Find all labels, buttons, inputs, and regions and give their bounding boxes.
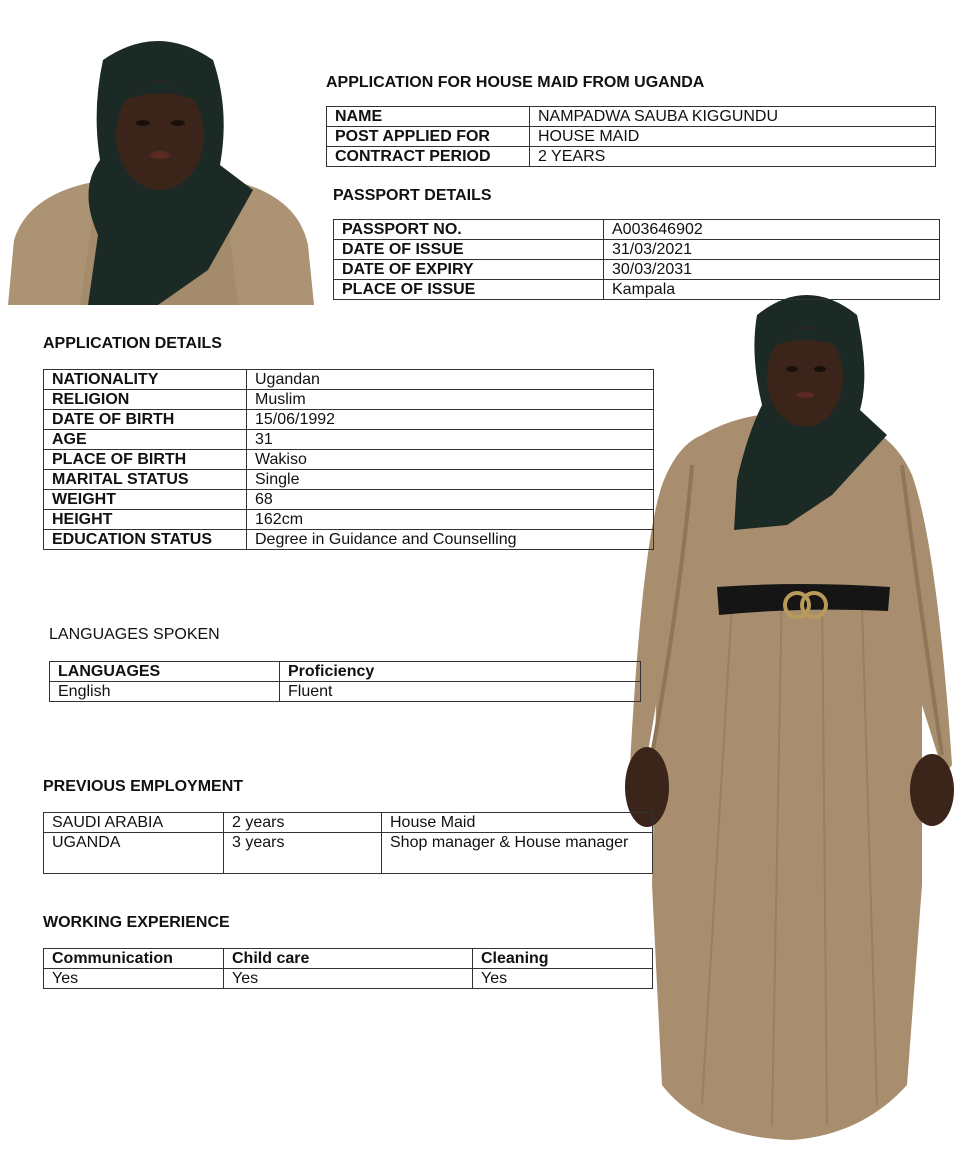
column-header: LANGUAGES (50, 662, 280, 682)
languages-table (49, 661, 641, 702)
experience-value: Yes (44, 969, 224, 989)
passport-value: 31/03/2021 (604, 240, 940, 260)
application-label: AGE (44, 430, 247, 450)
table-row (50, 682, 641, 702)
column-header: Proficiency (280, 662, 641, 682)
table-row (44, 813, 653, 833)
table-row (334, 220, 940, 240)
summary-table (326, 106, 936, 167)
employment-role: Shop manager & House manager (382, 833, 653, 874)
page-title: APPLICATION FOR HOUSE MAID FROM UGANDA (326, 74, 705, 91)
table-row (44, 390, 654, 410)
table-row (44, 370, 654, 390)
table-row (44, 510, 654, 530)
application-label: DATE OF BIRTH (44, 410, 247, 430)
table-row (334, 240, 940, 260)
application-value: Single (247, 470, 654, 490)
table-row (334, 260, 940, 280)
application-value: 15/06/1992 (247, 410, 654, 430)
experience-value: Yes (473, 969, 653, 989)
column-header: Cleaning (473, 949, 653, 969)
passport-value: 30/03/2031 (604, 260, 940, 280)
employment-role: House Maid (382, 813, 653, 833)
summary-value: NAMPADWA SAUBA KIGGUNDU (530, 107, 936, 127)
application-label: MARITAL STATUS (44, 470, 247, 490)
application-label: EDUCATION STATUS (44, 530, 247, 550)
application-label: HEIGHT (44, 510, 247, 530)
experience-heading: WORKING EXPERIENCE (43, 914, 230, 931)
employment-table (43, 812, 653, 874)
application-value: 68 (247, 490, 654, 510)
application-label: PLACE OF BIRTH (44, 450, 247, 470)
table-row (44, 969, 653, 989)
application-label: RELIGION (44, 390, 247, 410)
application-label: WEIGHT (44, 490, 247, 510)
application-heading: APPLICATION DETAILS (43, 335, 222, 352)
languages-heading: LANGUAGES SPOKEN (49, 626, 220, 643)
column-header: Communication (44, 949, 224, 969)
portrait-photo (8, 30, 314, 305)
experience-table (43, 948, 653, 989)
table-row (44, 470, 654, 490)
employment-country: SAUDI ARABIA (44, 813, 224, 833)
summary-label: CONTRACT PERIOD (327, 147, 530, 167)
passport-table (333, 219, 940, 300)
experience-value: Yes (224, 969, 473, 989)
application-table (43, 369, 654, 550)
language-proficiency: Fluent (280, 682, 641, 702)
employment-country: UGANDA (44, 833, 224, 874)
passport-value: Kampala (604, 280, 940, 300)
application-value: Wakiso (247, 450, 654, 470)
passport-label: PASSPORT NO. (334, 220, 604, 240)
table-row (44, 833, 653, 874)
table-row (327, 127, 936, 147)
summary-value: HOUSE MAID (530, 127, 936, 147)
summary-label: NAME (327, 107, 530, 127)
application-value: Degree in Guidance and Counselling (247, 530, 654, 550)
summary-label: POST APPLIED FOR (327, 127, 530, 147)
full-length-photo (622, 285, 960, 1143)
table-row (44, 530, 654, 550)
employment-duration: 3 years (224, 833, 382, 874)
application-label: NATIONALITY (44, 370, 247, 390)
table-row (44, 410, 654, 430)
table-row (334, 280, 940, 300)
application-value: 31 (247, 430, 654, 450)
employment-duration: 2 years (224, 813, 382, 833)
application-value: Ugandan (247, 370, 654, 390)
passport-label: PLACE OF ISSUE (334, 280, 604, 300)
table-row (327, 147, 936, 167)
table-header-row (44, 949, 653, 969)
column-header: Child care (224, 949, 473, 969)
table-row (44, 490, 654, 510)
application-value: 162cm (247, 510, 654, 530)
table-row (44, 450, 654, 470)
application-value: Muslim (247, 390, 654, 410)
language-name: English (50, 682, 280, 702)
summary-value: 2 YEARS (530, 147, 936, 167)
passport-label: DATE OF EXPIRY (334, 260, 604, 280)
table-row (327, 107, 936, 127)
employment-heading: PREVIOUS EMPLOYMENT (43, 778, 244, 795)
table-header-row (50, 662, 641, 682)
table-row (44, 430, 654, 450)
passport-heading: PASSPORT DETAILS (333, 187, 492, 204)
passport-value: A003646902 (604, 220, 940, 240)
passport-label: DATE OF ISSUE (334, 240, 604, 260)
